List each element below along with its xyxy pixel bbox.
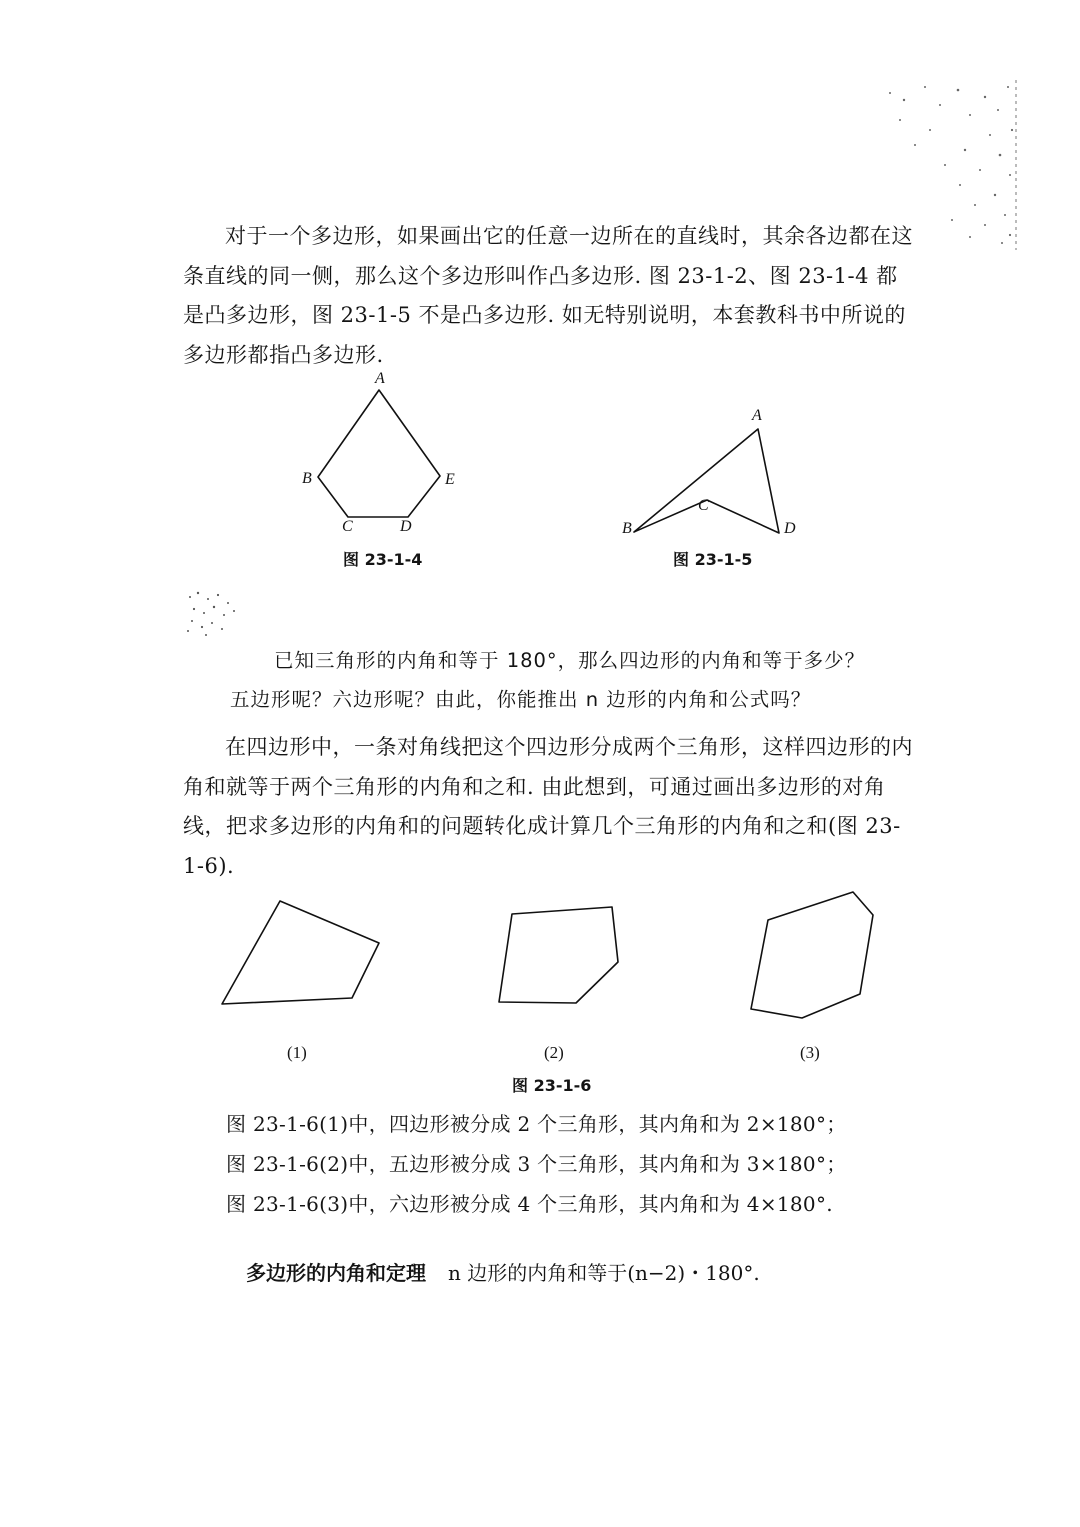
figure-23-1-5-concave-quadrilateral <box>625 420 795 540</box>
theorem-term: 多边形的内角和定理 <box>246 1261 426 1285</box>
figure-23-1-6-quadrilateral <box>215 895 385 1010</box>
think-question <box>230 641 910 719</box>
vertex-label-a: A <box>375 370 385 387</box>
figure-sublabel-3: (3) <box>800 1043 820 1062</box>
vertex-label-d: D <box>784 520 796 537</box>
figure-23-1-4-pentagon <box>300 380 460 540</box>
vertex-label-c: C <box>342 518 353 535</box>
intro-paragraph: 对于一个多边形，如果画出它的任意一边所在的直线时，其余各边都在这条直线的同一侧，那么这个多边形叫作凸多边形. 图 23-1-2、图 23-1-4 都是凸多边形，图 23-1-5 不是凸多边形. 如无特别说明，本套教科书中所说的多边形都指凸多边形. <box>183 224 913 367</box>
scan-speckle-left <box>180 585 250 645</box>
think-question-line-1: 已知三角形的内角和等于 180°，那么四边形的内角和等于多少？ <box>274 649 866 672</box>
figure-caption-23-1-5: 图 23-1-5 <box>673 550 753 569</box>
figure-23-1-6-hexagon <box>745 885 875 1015</box>
vertex-label-d: D <box>400 518 412 535</box>
figure-sublabel-1: (1) <box>287 1043 307 1062</box>
vertex-label-b: B <box>622 520 632 537</box>
result-line-quadrilateral: 图 23-1-6(1)中，四边形被分成 2 个三角形，其内角和为 2×180°； <box>226 1112 847 1136</box>
figure-23-1-6-pentagon <box>490 900 625 1010</box>
figure-sublabel-2: (2) <box>544 1043 564 1062</box>
figure-caption-23-1-6: 图 23-1-6 <box>512 1076 592 1095</box>
figure-caption-23-1-4: 图 23-1-4 <box>343 550 423 569</box>
think-question-line-2: 五边形呢？六边形呢？由此，你能推出 n 边形的内角和公式吗？ <box>230 688 812 711</box>
result-line-pentagon: 图 23-1-6(2)中，五边形被分成 3 个三角形，其内角和为 3×180°； <box>226 1152 847 1176</box>
vertex-label-c: C <box>698 497 709 514</box>
diagonal-paragraph: 在四边形中，一条对角线把这个四边形分成两个三角形，这样四边形的内角和就等于两个三角形的内角和之和. 由此想到，可通过画出多边形的对角线，把求多边形的内角和的问题转化成计算几个三角形的内角和之和(图 23-1-6). <box>183 735 913 878</box>
vertex-label-e: E <box>445 471 455 488</box>
interior-angle-theorem <box>246 1257 760 1286</box>
vertex-label-b: B <box>302 470 312 487</box>
result-line-hexagon: 图 23-1-6(3)中，六边形被分成 4 个三角形，其内角和为 4×180°. <box>226 1192 833 1216</box>
vertex-label-a: A <box>752 407 762 424</box>
theorem-statement: n 边形的内角和等于(n−2)・180°. <box>448 1261 760 1285</box>
